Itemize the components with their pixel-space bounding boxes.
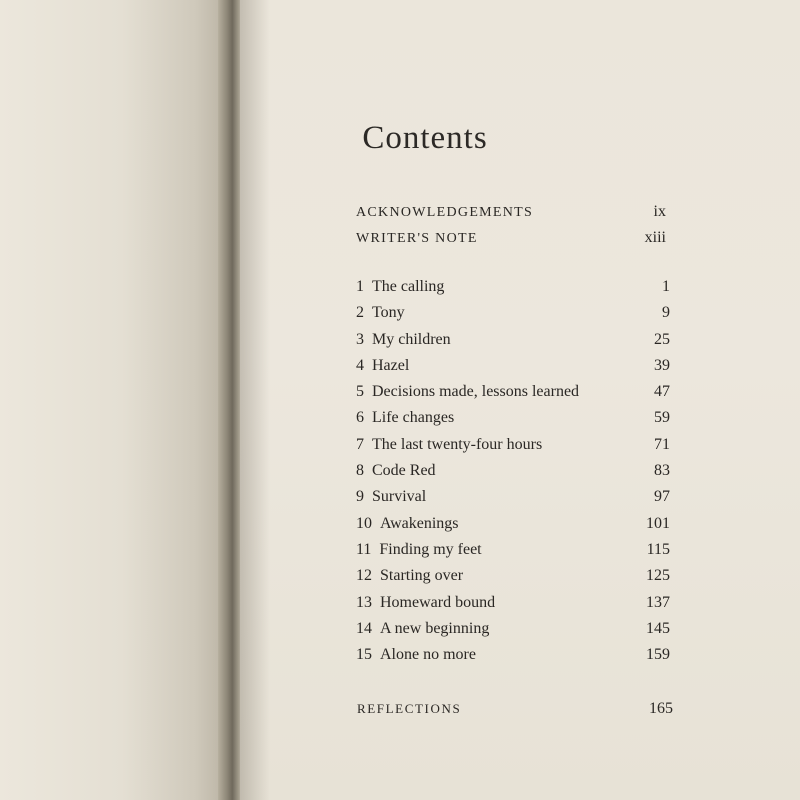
front-matter-list [356, 203, 666, 255]
toc-entry-page: 165 [649, 700, 673, 717]
chapter-number: 7 [356, 435, 364, 453]
toc-entry-label: ACKNOWLEDGEMENTS [356, 205, 534, 220]
chapter-entry-2 [356, 304, 670, 330]
left-page [0, 0, 222, 800]
toc-entry-acknowledgements [356, 203, 666, 229]
chapter-entry-7 [356, 436, 670, 462]
chapter-number: 8 [356, 462, 364, 480]
chapter-title: Hazel [372, 356, 410, 374]
chapter-list [356, 278, 670, 672]
chapter-title: Alone no more [380, 646, 476, 664]
chapter-number: 15 [356, 646, 372, 664]
chapter-entry-3 [356, 331, 670, 357]
chapter-title: Homeward bound [380, 593, 496, 611]
chapter-number: 10 [356, 514, 372, 532]
toc-entry-label: REFLECTIONS [357, 701, 462, 716]
chapter-title: Awakenings [380, 514, 459, 532]
chapter-page: 115 [646, 540, 670, 558]
chapter-entry-8 [356, 462, 670, 488]
chapter-entry-13 [356, 594, 670, 620]
chapter-number: 12 [356, 567, 372, 585]
contents-heading: Contents [362, 120, 488, 156]
chapter-page: 137 [646, 593, 670, 611]
chapter-page: 83 [654, 462, 670, 480]
chapter-title: My children [372, 330, 451, 348]
chapter-page: 1 [662, 278, 670, 295]
chapter-number: 5 [356, 383, 364, 401]
chapter-entry-11 [356, 541, 670, 567]
chapter-number: 4 [356, 356, 364, 374]
toc-entry-label: WRITER'S NOTE [356, 231, 478, 246]
chapter-page: 101 [646, 514, 670, 532]
chapter-entry-14 [356, 620, 670, 646]
toc-entry-page: xiii [644, 229, 666, 246]
toc-entry-writers-note [356, 229, 666, 255]
chapter-number: 6 [356, 409, 364, 427]
chapter-page: 39 [654, 356, 670, 374]
chapter-entry-4 [356, 357, 670, 383]
chapter-number: 3 [356, 330, 364, 348]
chapter-entry-10 [356, 515, 670, 541]
chapter-title: Code Red [372, 462, 436, 480]
chapter-number: 13 [356, 593, 372, 611]
chapter-title: Tony [372, 304, 405, 322]
chapter-page: 9 [662, 304, 670, 322]
chapter-title: Decisions made, lessons learned [372, 383, 580, 401]
chapter-number: 11 [356, 540, 372, 558]
chapter-entry-9 [356, 488, 670, 514]
chapter-title: The calling [372, 278, 445, 295]
chapter-entry-1 [356, 278, 670, 304]
chapter-entry-6 [356, 409, 670, 435]
chapter-entry-15 [356, 646, 670, 672]
chapter-title: Survival [372, 488, 427, 506]
chapter-title: A new beginning [380, 619, 490, 637]
chapter-number: 14 [356, 619, 372, 637]
chapter-page: 97 [654, 488, 670, 506]
chapter-title: Life changes [372, 409, 455, 427]
chapter-entry-5 [356, 383, 670, 409]
back-matter-list [357, 700, 673, 718]
chapter-title: Starting over [380, 567, 464, 585]
chapter-title: Finding my feet [379, 540, 482, 558]
chapter-page: 159 [646, 646, 670, 664]
chapter-number: 1 [356, 278, 364, 295]
chapter-title: The last twenty-four hours [372, 435, 543, 453]
chapter-page: 47 [654, 383, 670, 401]
chapter-number: 9 [356, 488, 364, 506]
chapter-page: 59 [654, 409, 670, 427]
chapter-page: 145 [646, 619, 670, 637]
toc-entry-page: ix [653, 203, 666, 220]
chapter-number: 2 [356, 304, 364, 322]
chapter-page: 125 [646, 567, 670, 585]
chapter-page: 25 [654, 330, 670, 348]
toc-entry-reflections [357, 700, 673, 718]
chapter-entry-12 [356, 567, 670, 593]
chapter-page: 71 [654, 435, 670, 453]
